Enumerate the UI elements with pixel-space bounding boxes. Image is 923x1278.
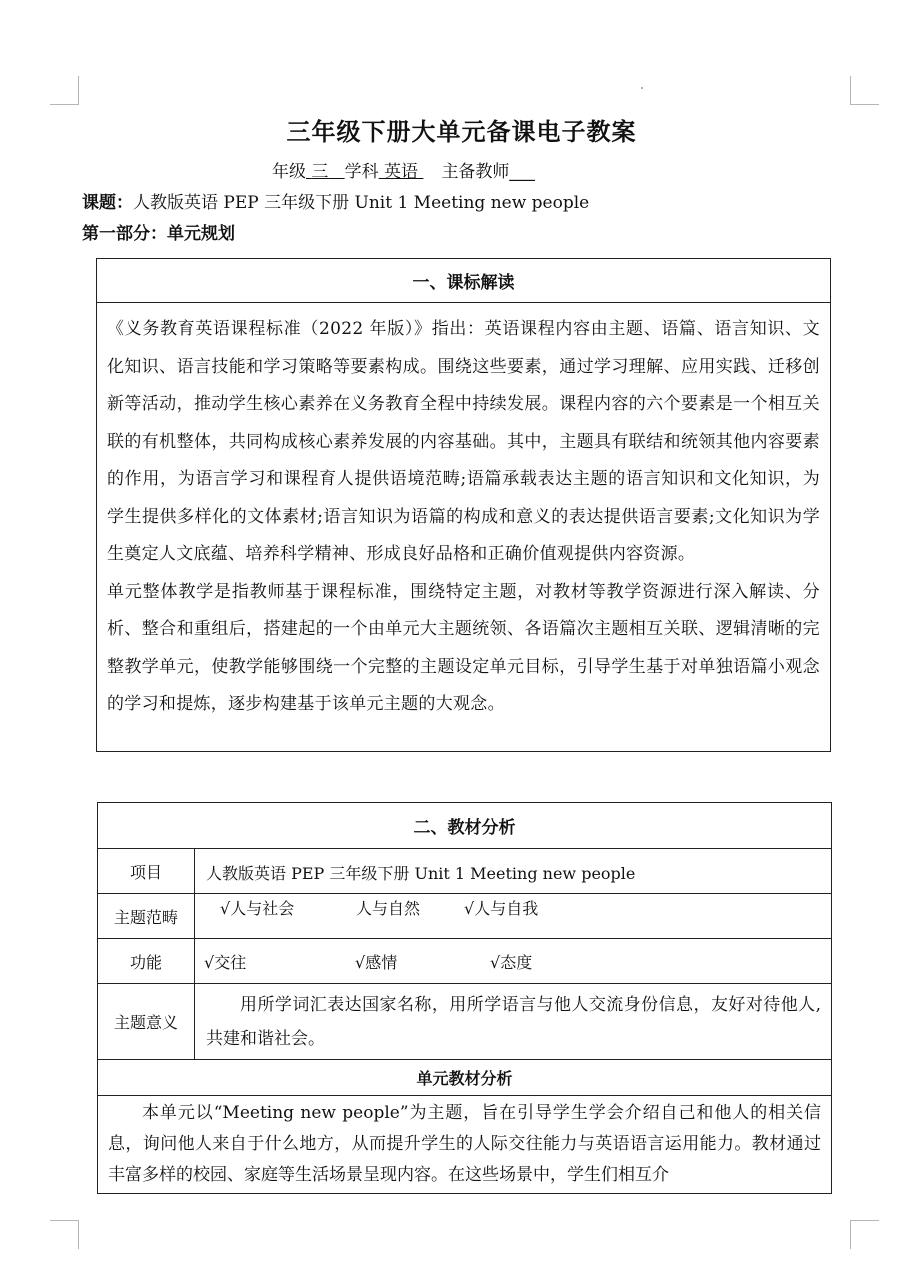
topic-value: 人教版英语 PEP 三年级下册 Unit 1 Meeting new people bbox=[133, 193, 590, 213]
speck bbox=[641, 87, 643, 89]
scope-option: √人与自我 bbox=[464, 899, 539, 918]
item-value: 人教版英语 PEP 三年级下册 Unit 1 Meeting new people bbox=[206, 864, 636, 883]
part-title: 第一部分：单元规划 bbox=[82, 224, 235, 244]
grade-value: 三 bbox=[311, 162, 329, 182]
grade-label: 年级 bbox=[272, 162, 306, 182]
item-label: 项目 bbox=[98, 849, 195, 893]
subject-label: 学科 bbox=[344, 162, 379, 182]
function-option: √感情 bbox=[355, 953, 398, 972]
function-option: √交往 bbox=[204, 953, 247, 972]
topic-label: 课题： bbox=[82, 193, 133, 213]
meta-line bbox=[272, 157, 535, 182]
section1-body bbox=[97, 303, 830, 724]
paragraph: 《义务教育英语课程标准（2022 年版）》指出：英语课程内容由主题、语篇、语言知识、文化知识、语言技能和学习策略等要素构成。围绕这些要素，通过学习理解、应用实践、迁移创新等活动，推动学生核心素养在义务教育全程中持续发展。课程内容的六个要素是一个相互关联的有机整体，共同构成核心素养发展的内容基础。其中，主题具有联结和统领其他内容要素的作用，为语言学习和课程育人提供语境范畴;语篇承载表达主题的语言知识和文化知识，为学生提供多样化的文体素材;语言知识为语篇的构成和意义的表达提供语言要素;文化知识为学生奠定人文底蕴、培养科学精神、形成良好品格和正确价值观提供内容资源。 bbox=[107, 319, 820, 564]
page-corner-mark bbox=[50, 76, 79, 105]
table-row bbox=[98, 984, 831, 1060]
unit-analysis-text: 本单元以“Meeting new people”为主题，旨在引导学生学会介绍自己和他人的相关信息，询问他人来自于什么地方，从而提升学生的人际交往能力与英语语言运用能力。教材通过丰富多样的校园、家庭等生活场景呈现内容。在这些场景中，学生们相互介 bbox=[108, 1103, 821, 1185]
teacher-label: 主备教师___ bbox=[441, 162, 535, 182]
function-label: 功能 bbox=[98, 939, 195, 983]
page-corner-mark bbox=[850, 1220, 879, 1249]
scope-option: √人与社会 bbox=[220, 899, 295, 918]
scope-label: 主题范畴 bbox=[98, 894, 195, 938]
page-corner-mark bbox=[850, 76, 879, 105]
page-corner-mark bbox=[50, 1220, 79, 1249]
section1-heading: 一、课标解读 bbox=[97, 259, 830, 303]
meaning-label: 主题意义 bbox=[98, 984, 195, 1059]
meaning-value: 用所学词汇表达国家名称，用所学语言与他人交流身份信息，友好对待他人,共建和谐社会。 bbox=[206, 995, 821, 1049]
function-option: √态度 bbox=[490, 953, 533, 972]
textbook-analysis-table bbox=[97, 802, 832, 1194]
table-row bbox=[98, 939, 831, 984]
paragraph: 单元整体教学是指教师基于课程标准，围绕特定主题，对教材等教学资源进行深入解读、分析、整合和重组后，搭建起的一个由单元大主题统领、各语篇次主题相互关联、逻辑清晰的完整教学单元，使教学能够围绕一个完整的主题设定单元目标，引导学生基于对单独语篇小观念的学习和提炼，逐步构建基于该单元主题的大观念。 bbox=[107, 581, 820, 714]
scope-option: 人与自然 bbox=[356, 899, 421, 918]
section2-heading: 二、教材分析 bbox=[98, 803, 831, 849]
curriculum-standard-box bbox=[96, 258, 831, 752]
table-row bbox=[98, 849, 831, 894]
table-row bbox=[98, 894, 831, 939]
unit-analysis-heading: 单元教材分析 bbox=[98, 1060, 831, 1096]
subject-value: 英语 bbox=[384, 162, 419, 182]
document-title: 三年级下册大单元备课电子教案 bbox=[286, 118, 637, 146]
topic-line bbox=[82, 188, 589, 213]
